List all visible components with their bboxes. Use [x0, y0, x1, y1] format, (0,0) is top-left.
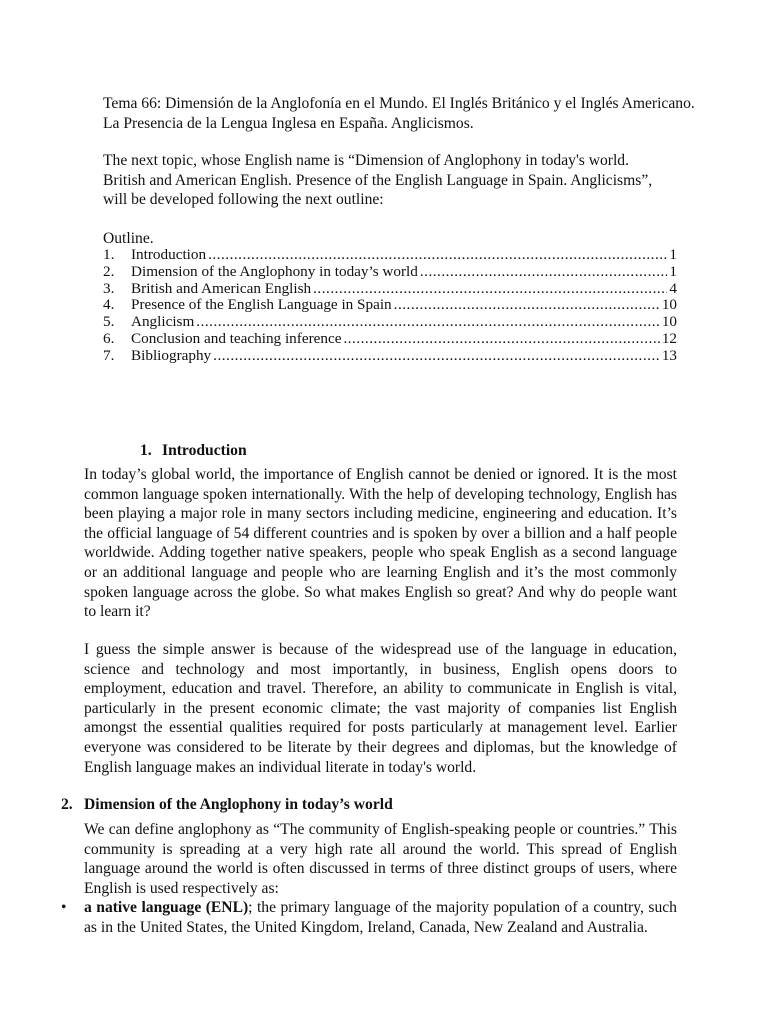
outline-item-label: Conclusion and teaching inference — [131, 329, 342, 347]
section-number: 1. — [140, 442, 152, 459]
intro-paragraph-1: In today’s global world, the importance of English cannot be denied or ignored. It is the most common language spoken internationally. With the help of developing technology, English has been playing a major role in many sectors including medicine, engineering and education. It’s the official language of 54 different countries and is spoken by over a billion and a half people worldwide. Adding together native speakers, people who speak English as a second language or an additional language and people who are learning English and it’s the most commonly spoken language across the globe. So what makes English so great? And why do people want to learn it? — [84, 466, 677, 621]
outline-item-page: 10 — [661, 313, 677, 331]
outline-item-page: 13 — [661, 346, 677, 364]
outline-item-number: 7. — [103, 346, 115, 364]
bullet-marker: • — [61, 899, 67, 916]
outline-item[interactable] — [103, 314, 677, 331]
section-number: 2. — [61, 796, 73, 813]
outline-item-number: 6. — [103, 329, 115, 347]
outline-leader-dots — [420, 264, 668, 281]
outline-item[interactable] — [103, 348, 677, 365]
outline-item-number: 5. — [103, 313, 115, 331]
topic-heading: Tema 66: Dimensión de la Anglofonía en el Mundo. El Inglés Británico y el Inglés Americano. La Presencia de la Lengua Inglesa en España. Anglicismos. — [103, 95, 695, 132]
outline-item[interactable] — [103, 264, 677, 281]
outline-item-label: British and American English — [131, 279, 312, 297]
outline-item[interactable] — [103, 331, 677, 348]
section-heading-introduction — [140, 441, 247, 461]
bullet-item-enl — [61, 898, 677, 937]
outline-item-number: 3. — [103, 279, 115, 297]
outline-item-page: 10 — [661, 296, 677, 314]
outline-item-label: Presence of the English Language in Spain — [131, 296, 392, 314]
section-title: Introduction — [162, 442, 247, 459]
outline-title: Outline. — [103, 230, 154, 247]
outline-leader-dots — [343, 331, 659, 348]
outline-leader-dots — [394, 297, 660, 314]
anglophony-paragraph: We can define anglophony as “The community of English-speaking people or countries.” This community is spreading at a very high rate all around the world. This spread of English language around the world is often discussed in terms of three distinct groups of users, where English is used respectively as: — [84, 821, 677, 897]
bullet-term: a native language (ENL) — [84, 899, 249, 916]
outline-item-page: 12 — [661, 329, 677, 347]
outline-item-number: 2. — [103, 262, 115, 280]
section-heading-anglophony — [61, 795, 393, 815]
outline-leader-dots — [208, 247, 667, 264]
section-title: Dimension of the Anglophony in today’s world — [84, 796, 393, 813]
outline-item-label: Anglicism — [131, 313, 195, 331]
outline-item-page: 4 — [669, 279, 677, 297]
outline-item-page: 1 — [669, 246, 677, 263]
outline-leader-dots — [313, 281, 667, 298]
outline-item[interactable] — [103, 297, 677, 314]
outline-list — [103, 247, 677, 365]
outline-leader-dots — [196, 314, 660, 331]
outline-leader-dots — [213, 348, 660, 365]
outline-item-number: 4. — [103, 296, 115, 314]
outline-item-number: 1. — [103, 246, 115, 263]
lead-paragraph: The next topic, whose English name is “Dimension of Anglophony in today's world. British and American English. Presence of the English Language in Spain. Anglicisms”, will be developed following the next outline: — [103, 152, 653, 209]
outline-item-label: Introduction — [131, 246, 207, 263]
outline-item[interactable] — [103, 247, 677, 264]
bullet-description: ; the primary language of the majority population of a country, such as in the United States, the United Kingdom, Ireland, Canada, New Zealand and Australia. — [84, 899, 677, 936]
intro-paragraph-2: I guess the simple answer is because of the widespread use of the language in education, science and technology and most importantly, in business, English opens doors to employment, education and travel. Therefore, an ability to communicate in English is vital, particularly in the present economic climate; the vast majority of companies list English amongst the essential qualities required for posts particularly at management level. Earlier everyone was considered to be literate by their degrees and diplomas, but the knowledge of English language makes an individual literate in today's world. — [84, 641, 677, 776]
bullet-text — [84, 898, 677, 937]
outline-item[interactable] — [103, 281, 677, 298]
outline-item-label: Dimension of the Anglophony in today’s world — [131, 262, 418, 280]
outline-item-page: 1 — [669, 262, 677, 280]
outline-item-label: Bibliography — [131, 346, 212, 364]
